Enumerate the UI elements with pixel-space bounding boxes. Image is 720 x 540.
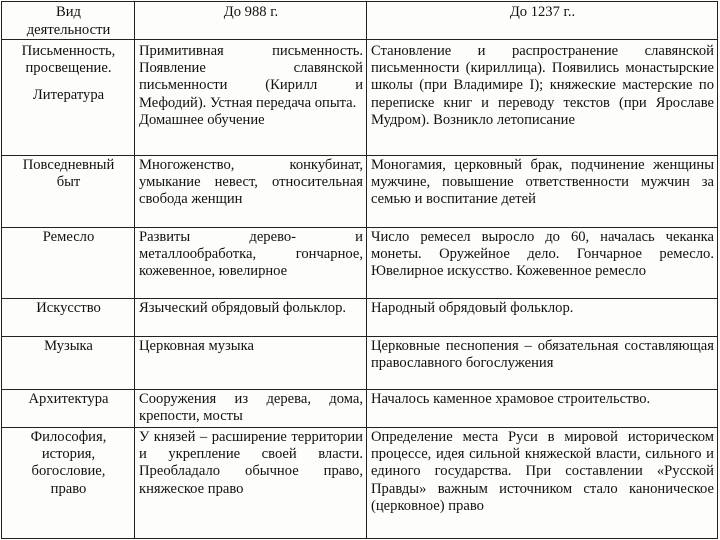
row-label-cell xyxy=(2,40,135,156)
cell-before-1237: Число ремесел выросло до 60, началась чеканка монеты. Оружейное дело. Гончарное ремесло. Ювелирное искусство. Кожевенное ремесло xyxy=(367,228,718,299)
row-label-life: быт xyxy=(56,174,81,191)
culture-comparison-table xyxy=(1,1,718,539)
header-cell-before-1237: До 1237 г.. xyxy=(367,2,718,40)
cell-before-988: Языческий обрядовый фольклор. xyxy=(135,299,367,337)
row-label-music: Музыка xyxy=(2,337,135,390)
row-label-cell xyxy=(2,156,135,228)
row-label-art: Искусство xyxy=(2,299,135,337)
cell-before-1237: Моногамия, церковный брак, подчинение женщины мужчине, повышение ответственности мужчин за семью и воспитание детей xyxy=(367,156,718,228)
row-label-law: право xyxy=(50,480,87,497)
table-row xyxy=(2,156,718,228)
header-activity-line1: Вид xyxy=(56,4,81,20)
cell-before-988: У князей – расширение территории и укрепление своей власти. Преобладало обычное право, княжеское право xyxy=(135,428,367,539)
cell-before-1237: Определение места Руси в мировой историческом процессе, идея сильной княжеской власти, сильного и единого государства. При составлении «Русской Правды» важным источником стало каноническое (церковное) право xyxy=(367,428,718,539)
row-label-daily: Повседневный xyxy=(22,157,115,173)
cell-before-988 xyxy=(135,40,367,156)
row-label-literature: Литература xyxy=(32,87,105,104)
row-label-history: история, xyxy=(41,446,96,463)
cell-before-988: Церковная музыка xyxy=(135,337,367,390)
row-label-philosophy: Философия, xyxy=(30,429,107,445)
cell-before-1237: Началось каменное храмовое строительство. xyxy=(367,390,718,428)
cell-before-1237: Народный обрядовый фольклор. xyxy=(367,299,718,337)
row-label-theology: богословие, xyxy=(31,463,106,480)
row-label-craft: Ремесло xyxy=(2,228,135,299)
table-row xyxy=(2,428,718,539)
cell-before-1237: Церковные песнопения – обязательная составляющая православного богослужения xyxy=(367,337,718,390)
cell-before-988: Сооружения из дерева, дома, крепости, мосты xyxy=(135,390,367,428)
row-label-architecture: Архитектура xyxy=(2,390,135,428)
header-cell-before-988: До 988 г. xyxy=(135,2,367,40)
header-cell-activity xyxy=(2,2,135,40)
table-row xyxy=(2,337,718,390)
header-activity-line2: деятельности xyxy=(26,22,111,38)
row-label-education: просвещение. xyxy=(25,60,112,77)
table-row xyxy=(2,40,718,156)
row-label-cell xyxy=(2,428,135,539)
row-label-writing: Письменность, xyxy=(21,43,116,59)
cell-before-988: Многоженство, конкубинат, умыкание невест, относительная свобода женщин xyxy=(135,156,367,228)
cell-text: Домашнее обучение xyxy=(139,111,265,128)
table-row xyxy=(2,390,718,428)
table-header-row xyxy=(2,2,718,40)
cell-before-988: Развиты дерево- и металлообработка, гончарное, кожевенное, ювелирное xyxy=(135,228,367,299)
table-row xyxy=(2,299,718,337)
table-row xyxy=(2,228,718,299)
cell-before-1237: Становление и распространение славянской письменности (кириллица). Появились монастырские школы (при Владимире I); княжеские мастерские по переписке книг и переводу текстов (при Ярославе Мудром). Возникло летописание xyxy=(367,40,718,156)
cell-text: Примитивная письменность. Появление славянской письменности (Кирилл и Мефодий). Устная передача опыта. xyxy=(139,43,363,111)
